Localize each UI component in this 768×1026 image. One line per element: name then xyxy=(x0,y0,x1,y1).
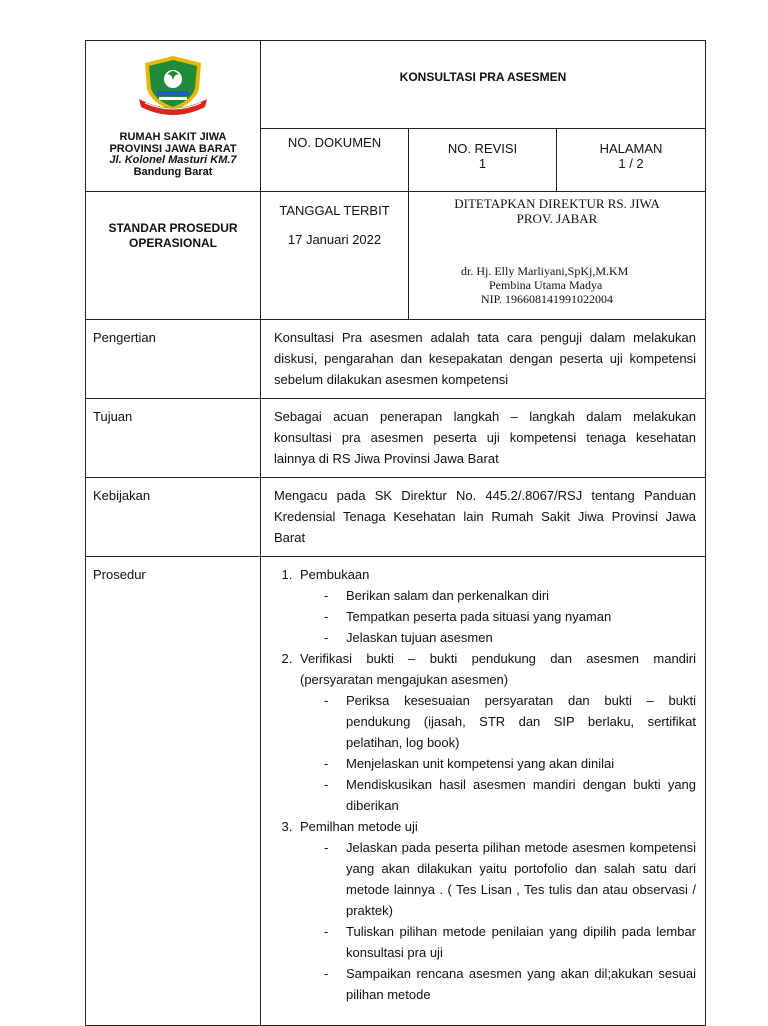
signer-block xyxy=(409,264,705,306)
signer-nip: NIP. 196608141991022004 xyxy=(481,292,614,306)
document-title: KONSULTASI PRA ASESMEN xyxy=(261,41,706,129)
step-item: - Berikan salam dan perkenalkan diri xyxy=(322,585,696,606)
approval-heading xyxy=(409,196,705,226)
doc-number-label: NO. DOKUMEN xyxy=(287,135,382,150)
procedure-step xyxy=(296,816,696,1005)
step-item: - Sampaikan rencana asesmen yang akan dil;akukan sesuai pilihan metode xyxy=(322,963,696,1005)
west-java-emblem-icon xyxy=(137,53,209,115)
issue-date-cell xyxy=(261,192,409,320)
hospital-info xyxy=(86,132,260,178)
revision-label: NO. REVISI xyxy=(447,141,518,156)
step-item: - Menjelaskan unit kompetensi yang akan dinilai xyxy=(322,753,696,774)
page-label: HALAMAN xyxy=(599,141,663,156)
prosedur-body xyxy=(261,557,706,1026)
revision-cell xyxy=(409,129,557,192)
signer-rank: Pembina Utama Madya xyxy=(489,278,603,292)
signer-name: dr. Hj. Elly Marliyani,SpKj,M.KM xyxy=(461,264,629,278)
step-item: - Periksa kesesuaian persyaratan dan bukti – bukti pendukung (ijasah, STR dan SIP berlaku, sertifikat pelatihan, log book) xyxy=(322,690,696,753)
tujuan-text: Sebagai acuan penerapan langkah – langkah dalam melakukan konsultasi pra asesmen peserta uji kompetensi tenaga kesehatan lainnya di RS Jiwa Provinsi Jawa Barat xyxy=(261,399,706,478)
kebijakan-label: Kebijakan xyxy=(86,478,261,557)
sop-title-line2: OPERASIONAL xyxy=(128,236,217,250)
hospital-address-line1: Jl. Kolonel Masturi KM.7 xyxy=(109,154,237,166)
revision-value: 1 xyxy=(478,156,487,171)
sop-document xyxy=(85,40,705,1026)
issue-date-value: 17 Januari 2022 xyxy=(287,232,382,247)
step-title: Verifikasi bukti – bukti pendukung dan asesmen mandiri (persyaratan mengajukan asesmen) xyxy=(300,651,697,687)
step-items xyxy=(300,837,696,1005)
approval-line2: PROV. JABAR xyxy=(516,211,598,226)
page-cell xyxy=(557,129,706,192)
procedure-steps xyxy=(274,564,696,1005)
sop-title-cell xyxy=(86,192,261,320)
sop-title-line1: STANDAR PROSEDUR xyxy=(108,221,238,235)
hospital-header-cell xyxy=(86,41,261,192)
doc-number-cell xyxy=(261,129,409,192)
hospital-address-line2: Bandung Barat xyxy=(133,165,213,178)
step-title: Pembukaan xyxy=(300,567,370,582)
hospital-name-line2: PROVINSI JAWA BARAT xyxy=(109,142,237,155)
step-title: Pemilhan metode uji xyxy=(300,819,418,834)
step-item: - Mendiskusikan hasil asesmen mandiri dengan bukti yang diberikan xyxy=(322,774,696,816)
step-item: - Jelaskan pada peserta pilihan metode asesmen kompetensi yang akan dilakukan yaitu portofolio dan salah satu dari metode lainnya . ( Tes Lisan , Tes tulis dan atau observasi / praktek) xyxy=(322,837,696,921)
procedure-step xyxy=(296,564,696,648)
approval-line1: DITETAPKAN DIREKTUR RS. JIWA xyxy=(454,196,660,211)
prosedur-label: Prosedur xyxy=(86,557,261,1026)
step-item: - Tempatkan peserta pada situasi yang nyaman xyxy=(322,606,696,627)
step-item: - Jelaskan tujuan asesmen xyxy=(322,627,696,648)
hospital-name-line1: RUMAH SAKIT JIWA xyxy=(119,131,227,143)
step-item: - Tuliskan pilihan metode penilaian yang dipilih pada lembar konsultasi pra uji xyxy=(322,921,696,963)
issue-date-label: TANGGAL TERBIT xyxy=(279,203,390,218)
step-items xyxy=(300,690,696,816)
page-value: 1 / 2 xyxy=(618,156,644,171)
tujuan-label: Tujuan xyxy=(86,399,261,478)
step-items xyxy=(300,585,696,648)
pengertian-label: Pengertian xyxy=(86,320,261,399)
sop-table xyxy=(85,40,706,1026)
procedure-step xyxy=(296,648,696,816)
pengertian-text: Konsultasi Pra asesmen adalah tata cara penguji dalam melakukan diskusi, pengarahan dan kesepakatan dengan peserta uji kompetensi sebelum dilakukan asesmen kompetensi xyxy=(261,320,706,399)
kebijakan-text: Mengacu pada SK Direktur No. 445.2/.8067/RSJ tentang Panduan Kredensial Tenaga Kesehatan lain Rumah Sakit Jiwa Provinsi Jawa Barat xyxy=(261,478,706,557)
approval-cell xyxy=(409,192,706,320)
